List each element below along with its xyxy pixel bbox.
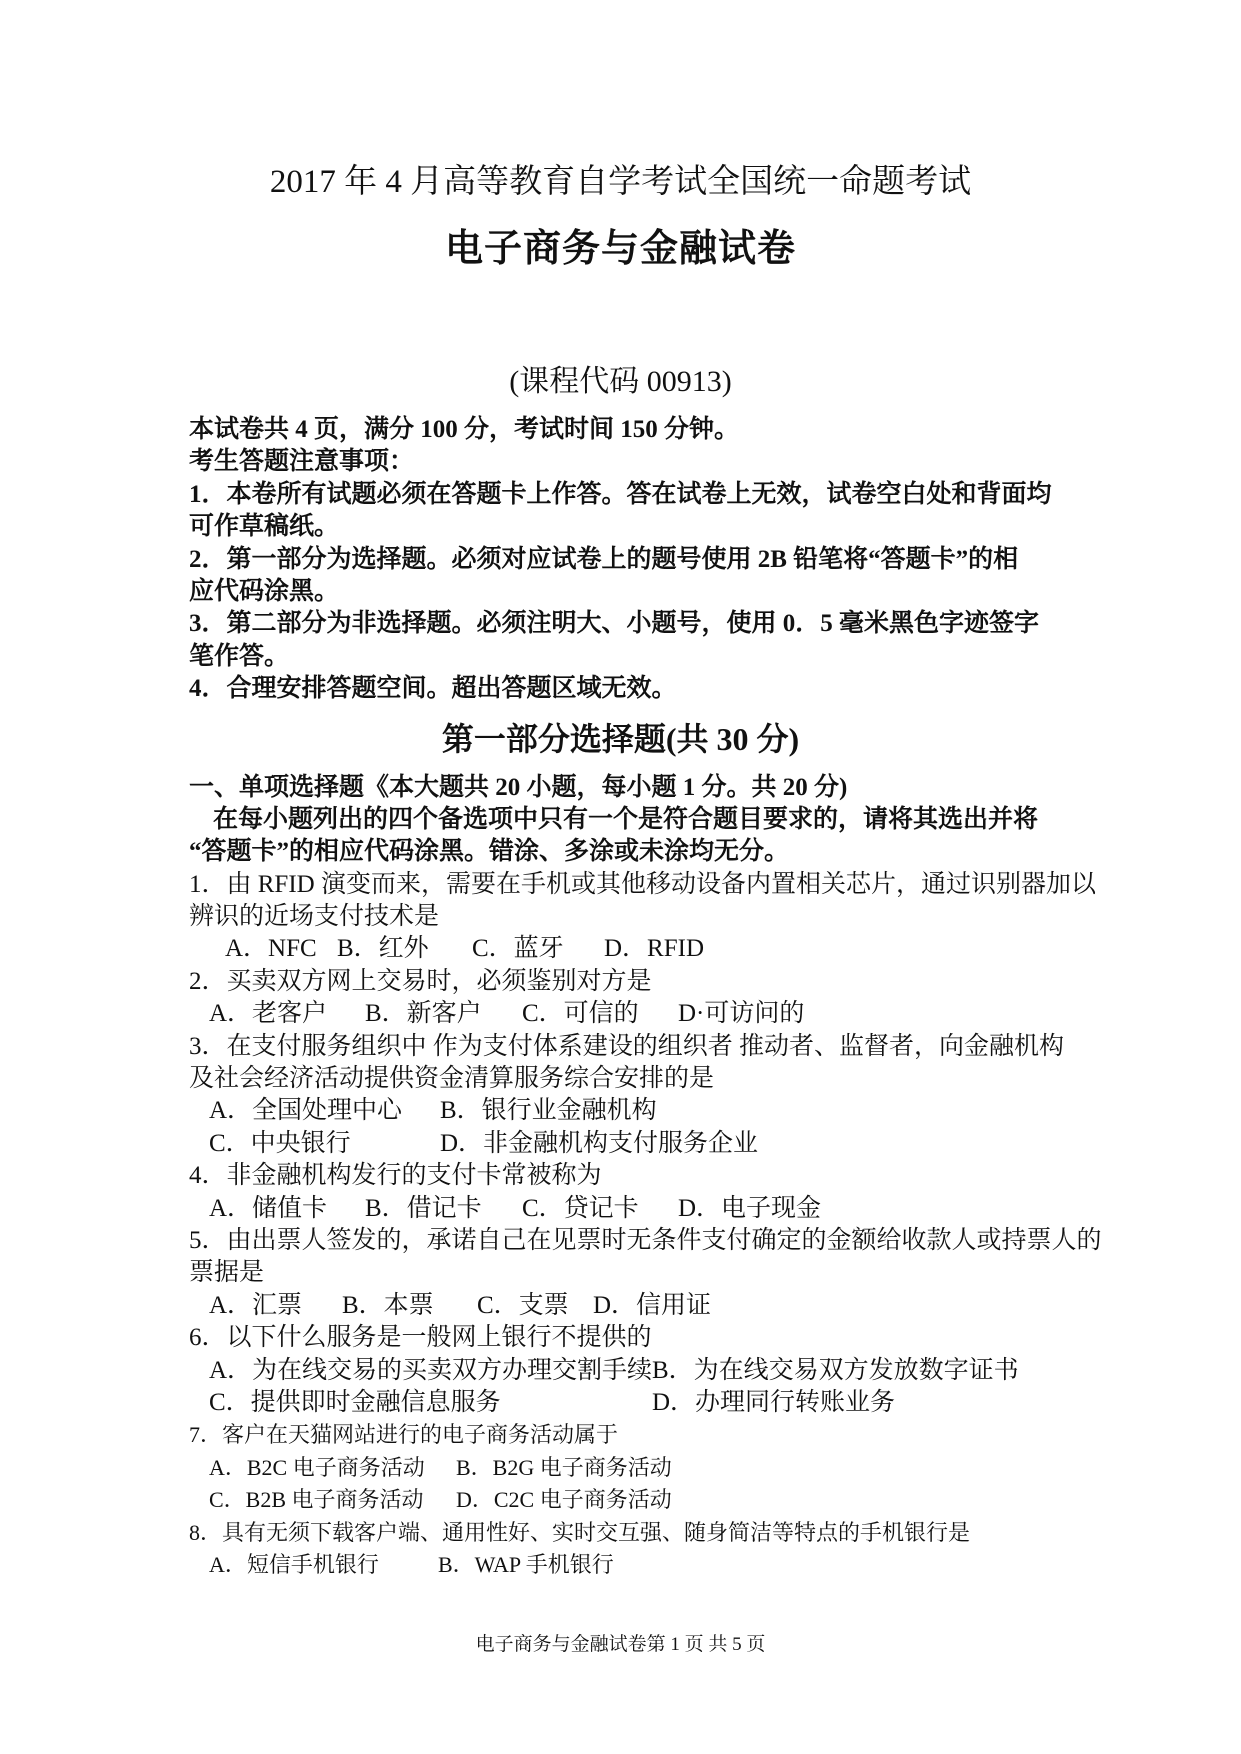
option-c: C．可信的 [522, 1000, 639, 1028]
question-stem: 7．客户在天猫网站进行的电子商务活动属于 [189, 1422, 619, 1448]
exam-title: 2017 年 4 月高等教育自学考试全国统一命题考试 [269, 164, 972, 200]
question-2 [0, 966, 1241, 1031]
option-b: B．银行业金融机构 [440, 1097, 657, 1125]
question-stem: 4．非金融机构发行的支付卡常被称为 [189, 1162, 602, 1190]
option-a: A．B2C 电子商务活动 [209, 1454, 425, 1480]
question-stem: 8．具有无须下载客户端、通用性好、实时交互强、随身简洁等特点的手机银行是 [189, 1519, 971, 1545]
option-row [0, 1484, 1241, 1516]
option-row [0, 1128, 1241, 1160]
option-a: A．NFC [225, 935, 317, 963]
option-a: A．为在线交易的买卖双方办理交割手续 [209, 1356, 653, 1384]
paper-body [0, 414, 1241, 1581]
option-row [0, 1290, 1241, 1322]
question-stem: 辨识的近场支付技术是 [189, 903, 440, 931]
option-d: D．电子现金 [678, 1194, 822, 1222]
option-c: C．B2B 电子商务活动 [209, 1487, 424, 1513]
option-row [0, 933, 1241, 965]
option-a: A．短信手机银行 [209, 1551, 379, 1577]
option-row [0, 1452, 1241, 1484]
option-b: B．本票 [342, 1291, 434, 1319]
question-stem: 5．由出票人签发的，承诺自己在见票时无条件支付确定的金额给收款人或持票人的 [189, 1226, 1102, 1254]
section-instruction: 在每小题列出的四个备选项中只有一个是符合题目要求的，请将其选出并将 [213, 805, 1039, 833]
option-row [0, 1193, 1241, 1225]
part-one-title: 第一部分选择题(共 30 分) [441, 720, 800, 757]
option-a: A．汇票 [209, 1291, 303, 1319]
page-footer: 电子商务与金融试卷第 1 页 共 5 页 [475, 1634, 766, 1655]
question-7 [0, 1419, 1241, 1516]
option-b: B．借记卡 [365, 1194, 482, 1222]
option-d: D．信用证 [593, 1291, 712, 1319]
question-stem: 及社会经济活动提供资金清算服务综合安排的是 [189, 1065, 715, 1093]
paper-summary: 本试卷共 4 页，满分 100 分，考试时间 150 分钟。 [189, 416, 740, 443]
option-d: D．非金融机构支付服务企业 [440, 1129, 759, 1157]
option-row [0, 998, 1241, 1030]
option-d: D·可访问的 [678, 1000, 805, 1028]
option-row [0, 1355, 1241, 1387]
notice-line: 3．第二部分为非选择题。必须注明大、小题号，使用 0．5 毫米黑色字迹签字 [189, 610, 1040, 638]
option-row [0, 1095, 1241, 1127]
option-d: D．C2C 电子商务活动 [456, 1487, 672, 1513]
section-instruction: “答题卡”的相应代码涂黑。错涂、多涂或未涂均无分。 [189, 838, 790, 866]
paper-title: 电子商务与金融试卷 [444, 228, 796, 270]
notice-line: 可作草稿纸。 [189, 513, 340, 541]
option-a: A．老客户 [209, 1000, 328, 1028]
option-d: D．RFID [604, 935, 705, 963]
option-b: B．B2G 电子商务活动 [456, 1454, 672, 1480]
notice-line: 笔作答。 [189, 642, 290, 670]
notice-heading: 考生答题注意事项： [189, 448, 415, 476]
notice-line: 2．第一部分为选择题。必须对应试卷上的题号使用 2B 铅笔将“答题卡”的相 [189, 545, 1019, 573]
question-3 [0, 1031, 1241, 1161]
notice-line: 1．本卷所有试题必须在答题卡上作答。答在试卷上无效，试卷空白处和背面均 [189, 480, 1052, 508]
option-row [0, 1387, 1241, 1419]
section-heading: 一、单项选择题《本大题共 20 小题，每小题 1 分。共 20 分) [189, 773, 848, 801]
question-stem: 3．在支付服务组织中 作为支付体系建设的组织者 推动者、监督者，向金融机构 [189, 1032, 1065, 1060]
option-a: A．全国处理中心 [209, 1097, 403, 1125]
option-c: C．蓝牙 [472, 935, 564, 963]
question-5 [0, 1225, 1241, 1322]
option-b: B．红外 [337, 935, 429, 963]
notice-line: 应代码涂黑。 [189, 577, 340, 605]
option-b: B．WAP 手机银行 [438, 1551, 614, 1577]
question-stem: 6．以下什么服务是一般网上银行不提供的 [189, 1324, 652, 1352]
option-c: C．贷记卡 [522, 1194, 639, 1222]
option-a: A．储值卡 [209, 1194, 328, 1222]
question-1 [0, 869, 1241, 966]
question-6 [0, 1322, 1241, 1419]
option-c: C．支票 [477, 1291, 569, 1319]
course-code: (课程代码 00913) [509, 365, 732, 398]
option-b: B．为在线交易双方发放数字证书 [652, 1356, 1019, 1384]
notice-line: 4．合理安排答题空间。超出答题区域无效。 [189, 675, 677, 703]
question-8 [0, 1517, 1241, 1582]
option-b: B．新客户 [365, 1000, 482, 1028]
option-c: C．提供即时金融信息服务 [209, 1388, 501, 1416]
question-stem: 票据是 [189, 1259, 265, 1287]
question-stem: 2．买卖双方网上交易时，必须鉴别对方是 [189, 967, 652, 995]
option-row [0, 1549, 1241, 1581]
option-c: C．中央银行 [209, 1129, 351, 1157]
question-4 [0, 1160, 1241, 1225]
option-d: D．办理同行转账业务 [652, 1388, 896, 1416]
question-stem: 1．由 RFID 演变而来，需要在手机或其他移动设备内置相关芯片，通过识别器加以 [189, 870, 1096, 898]
